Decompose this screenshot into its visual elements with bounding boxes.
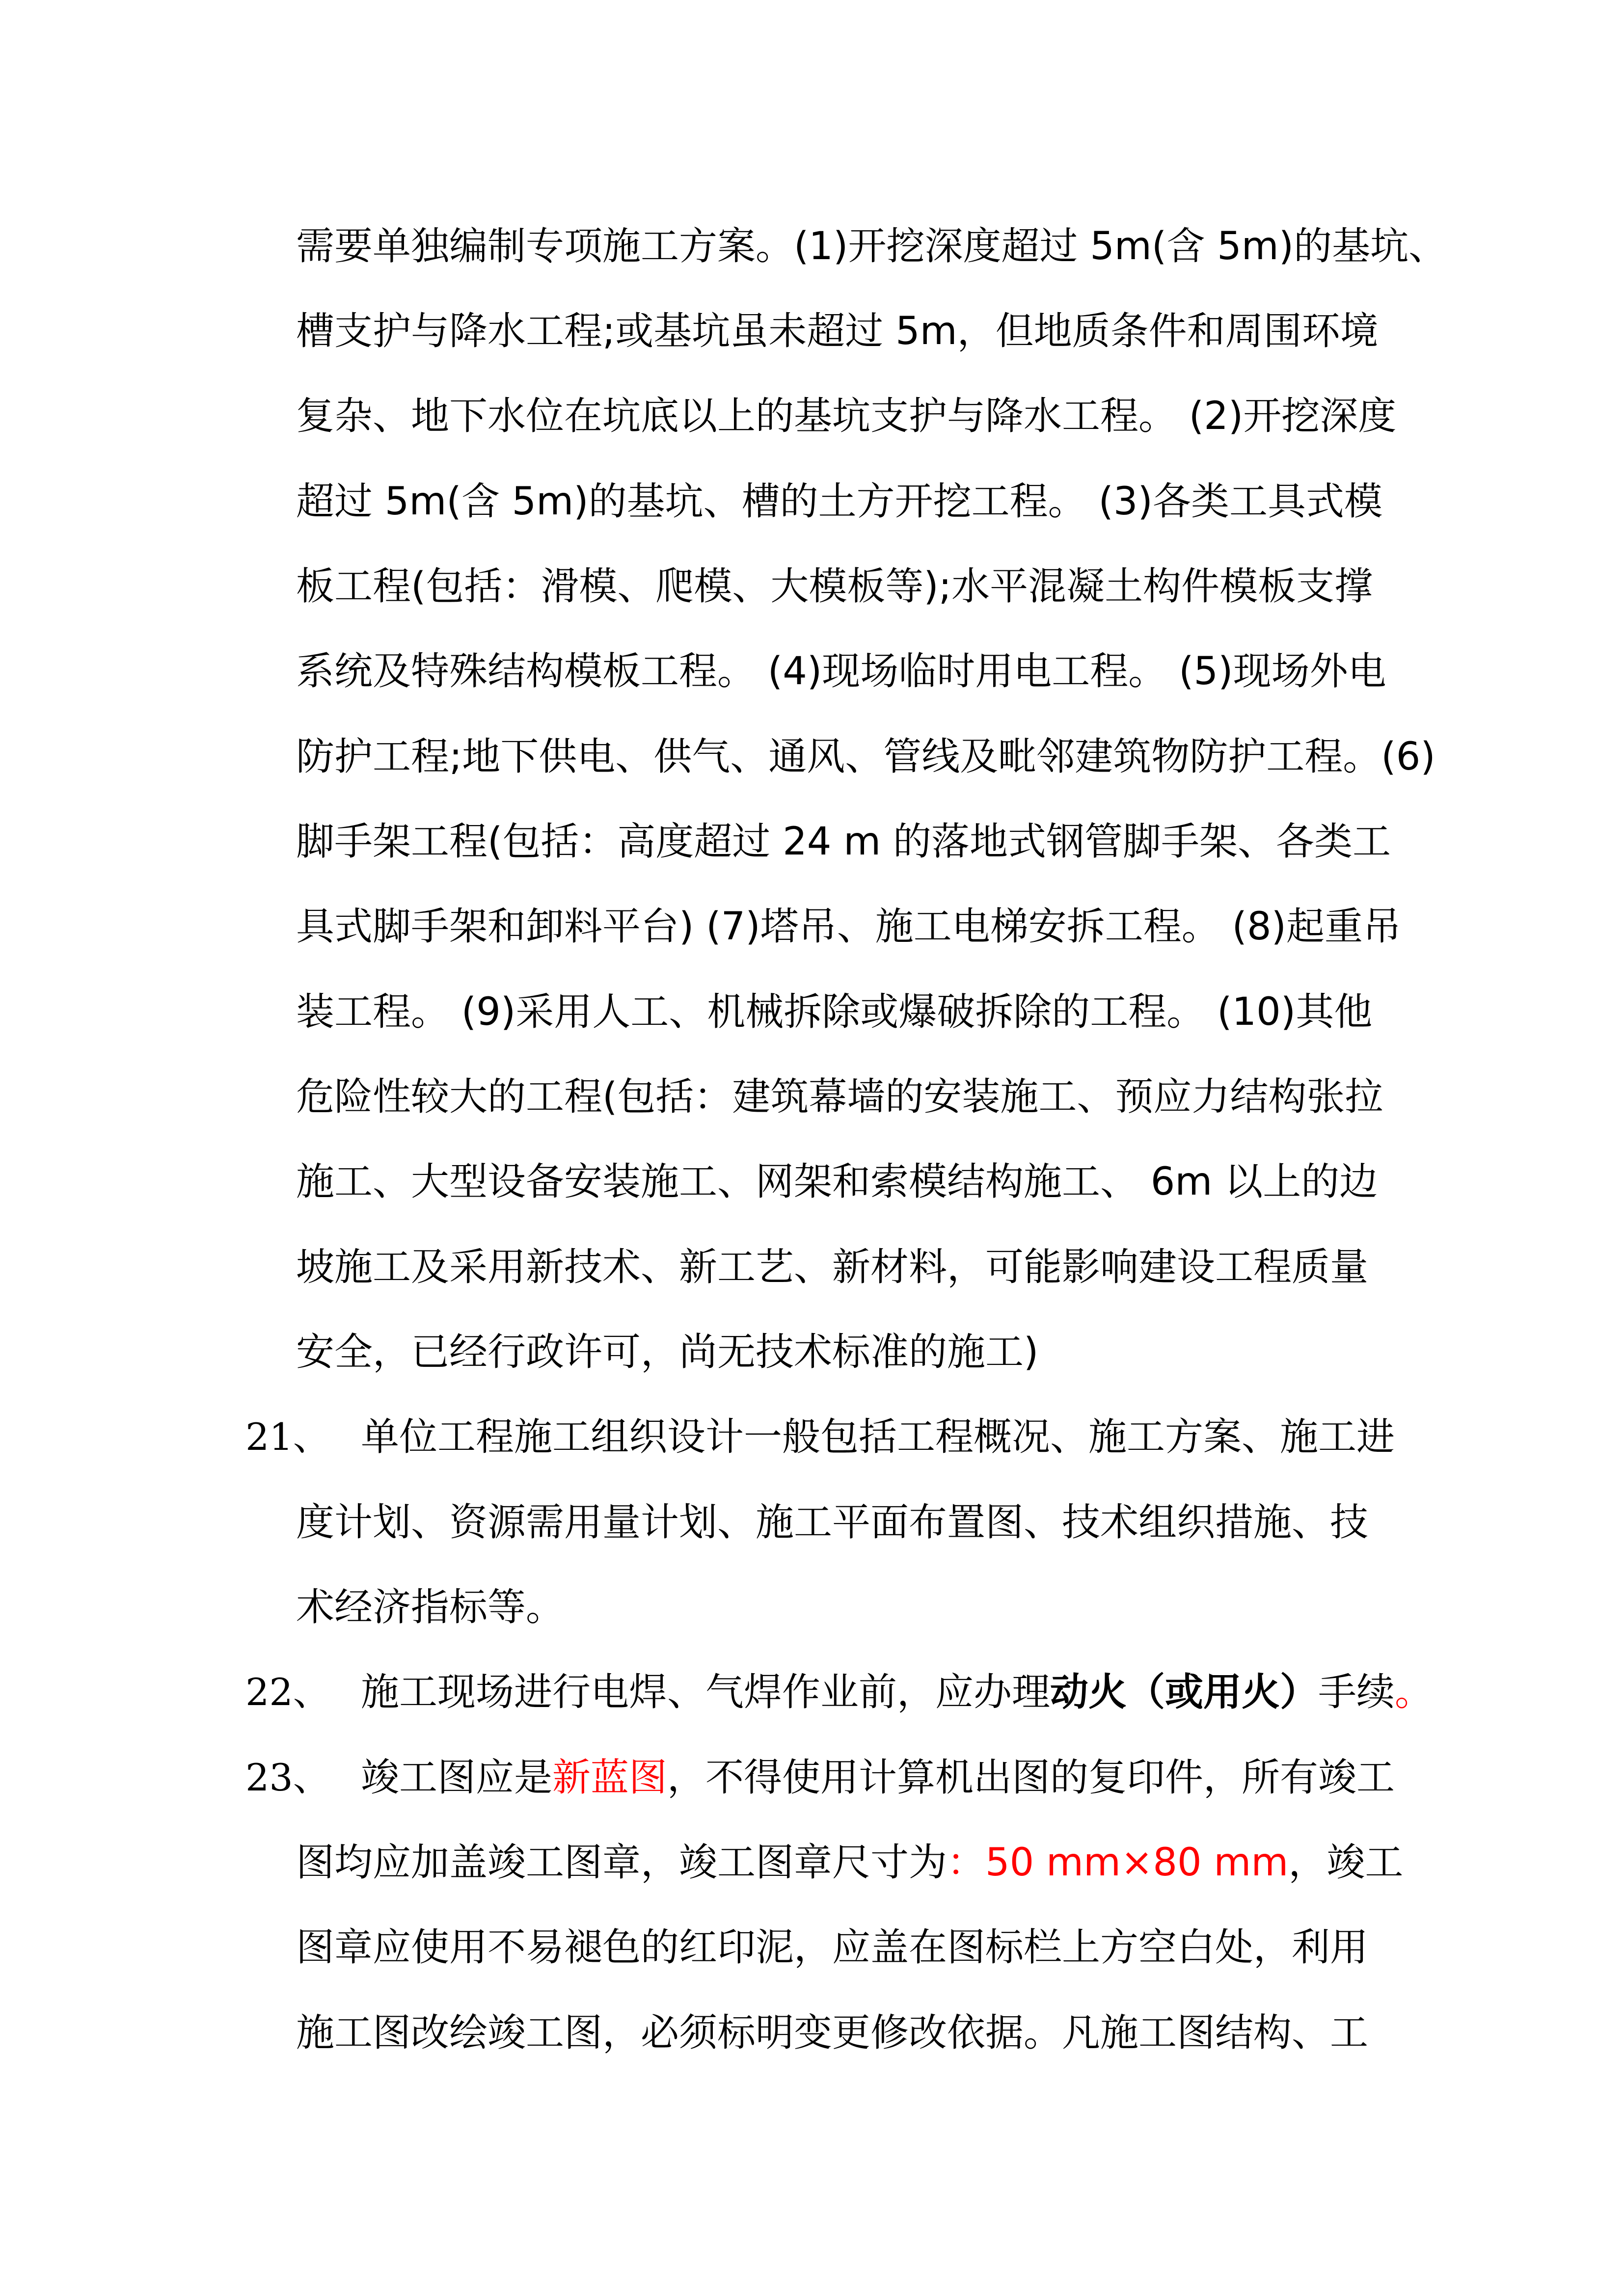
- paragraph-line: 超过 5m(含 5m)的基坑、槽的土方开挖工程。 (3)各类工具式模: [296, 480, 1382, 524]
- item-23-line: [361, 1753, 1407, 1802]
- paragraph-line: 施工、大型设备安装施工、网架和索模结构施工、 6m 以上的边: [296, 1160, 1378, 1204]
- paragraph-line: 防护工程;地下供电、供气、通风、管线及毗邻建筑物防护工程。(6): [296, 735, 1435, 779]
- item-23-text: 图均应加盖竣工图章，竣工图章尺寸为: [296, 1841, 947, 1885]
- item-22-line: [361, 1668, 1434, 1717]
- item-23-line: 图章应使用不易褪色的红印泥，应盖在图标栏上方空白处，利用: [296, 1925, 1369, 1970]
- item-22-bold-text: 动火（或用火）: [1050, 1670, 1319, 1714]
- item-23-line: 施工图改绘竣工图，必须标明变更修改依据。凡施工图结构、工: [296, 2011, 1369, 2055]
- item-23-text: ，不得使用计算机出图的复印件，所有竣工: [667, 1756, 1395, 1800]
- paragraph-line: 脚手架工程(包括：高度超过 24 m 的落地式钢管脚手架、各类工: [296, 820, 1391, 864]
- item-23-red-text: ：50 mm×80 mm: [947, 1841, 1289, 1885]
- item-21-line: 度计划、资源需用量计划、施工平面布置图、技术组织措施、技: [296, 1500, 1369, 1545]
- item-21-line: 单位工程施工组织设计一般包括工程概况、施工方案、施工进: [361, 1415, 1395, 1459]
- paragraph-line: 具式脚手架和卸料平台) (7)塔吊、施工电梯安拆工程。 (8)起重吊: [296, 905, 1401, 949]
- paragraph-line: 装工程。 (9)采用人工、机械拆除或爆破拆除的工程。 (10)其他: [296, 990, 1373, 1034]
- item-23-text: 竣工图应是: [361, 1756, 553, 1800]
- item-22-red-period: 。: [1395, 1670, 1434, 1714]
- paragraph-line: 安全，已经行政许可，尚无技术标准的施工): [296, 1330, 1039, 1374]
- paragraph-line: 槽支护与降水工程;或基坑虽未超过 5m，但地质条件和周围环境: [296, 309, 1379, 353]
- paragraph-line: 坡施工及采用新技术、新工艺、新材料，可能影响建设工程质量: [296, 1245, 1369, 1289]
- paragraph-line: 危险性较大的工程(包括：建筑幕墙的安装施工、预应力结构张拉: [296, 1075, 1383, 1119]
- paragraph-line: 系统及特殊结构模板工程。 (4)现场临时用电工程。 (5)现场外电: [296, 649, 1386, 694]
- paragraph-line: 板工程(包括：滑模、爬模、大模板等);水平混凝土构件模板支撑: [296, 564, 1373, 609]
- item-23-text: ，竣工: [1288, 1841, 1404, 1885]
- item-21-line: 术经济指标等。: [296, 1585, 565, 1629]
- item-number-23: 23、: [245, 1756, 330, 1799]
- item-22-text-after: 手续: [1318, 1670, 1395, 1714]
- item-number-21: 21、: [245, 1415, 330, 1459]
- item-22-text: 施工现场进行电焊、气焊作业前，应办理: [361, 1670, 1051, 1714]
- item-23-red-text: 新蓝图: [552, 1756, 668, 1800]
- paragraph-line: 需要单独编制专项施工方案。(1)开挖深度超过 5m(含 5m)的基坑、: [296, 224, 1447, 268]
- item-number-22: 22、: [245, 1670, 330, 1714]
- item-23-line: [296, 1838, 1406, 1887]
- paragraph-line: 复杂、地下水位在坑底以上的基坑支护与降水工程。 (2)开挖深度: [296, 394, 1397, 438]
